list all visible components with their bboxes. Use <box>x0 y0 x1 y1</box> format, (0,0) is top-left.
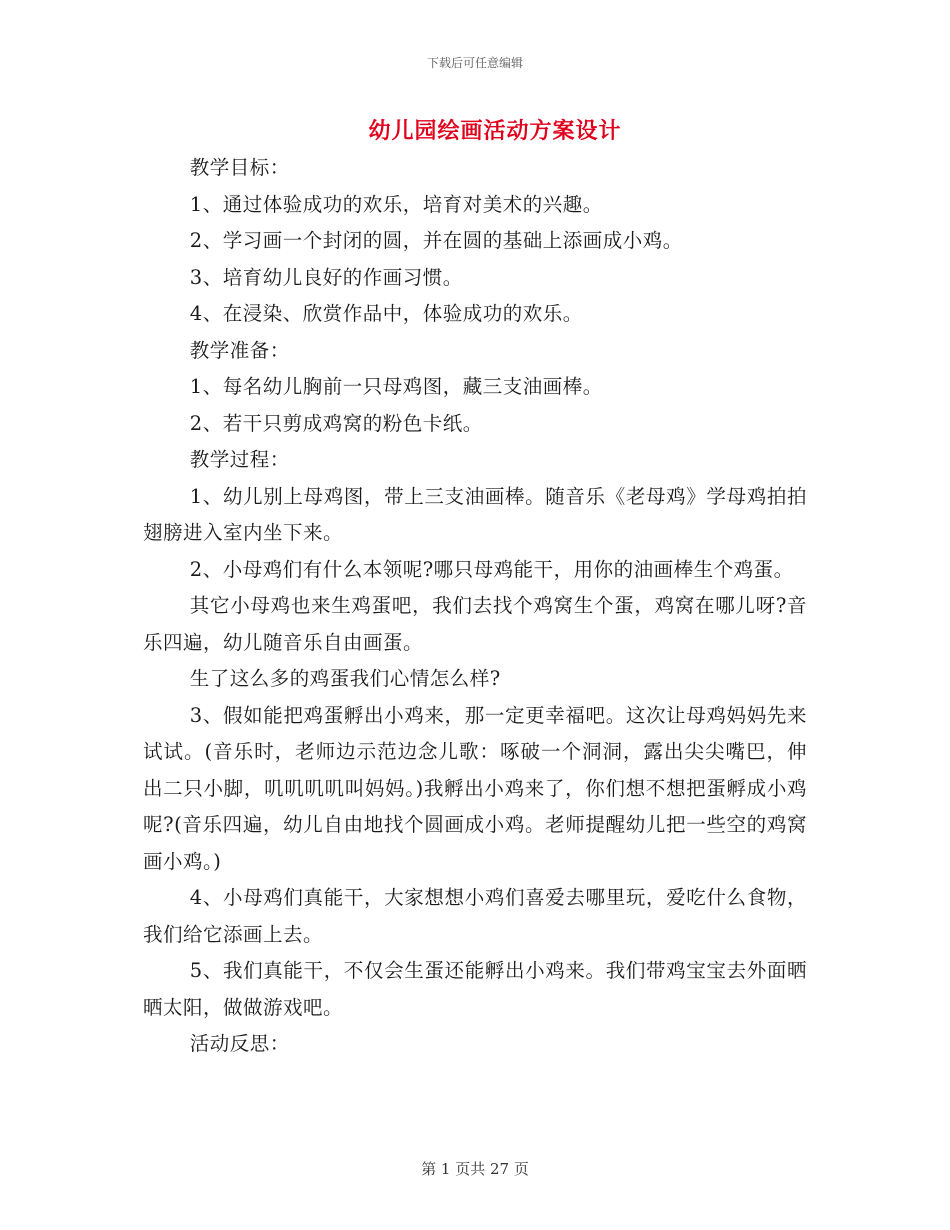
paragraph: 1、通过体验成功的欢乐，培育对美术的兴趣。 <box>189 192 603 216</box>
paragraph: 教学目标： <box>189 156 290 179</box>
document-title: 幼儿园绘画活动方案设计 <box>368 118 622 144</box>
paragraph: 2、若干只剪成鸡窝的粉色卡纸。 <box>189 411 483 435</box>
paragraph: 3、假如能把鸡蛋孵出小鸡来，那一定更幸福吧。这次让母鸡妈妈先来试试。(音乐时，老师边示范边念儿歌：啄破一个洞洞，露出尖尖嘴巴，伸出二只小脚，叽叽叽叽叫妈妈。)我孵出小鸡来了，你们想不想把蛋孵成小鸡呢?(音乐四遍，幼儿自由地找个圆画成小鸡。老师提醒幼儿把一些空的鸡窝画小鸡。) <box>143 703 807 873</box>
paragraph: 教学过程： <box>189 448 290 471</box>
page-footer: 第 1 页共 27 页 <box>421 1160 529 1178</box>
paragraph: 2、小母鸡们有什么本领呢?哪只母鸡能干，用你的油画棒生个鸡蛋。 <box>189 557 794 581</box>
paragraph: 3、培育幼儿良好的作画习惯。 <box>189 265 463 289</box>
document-body <box>143 150 807 1063</box>
paragraph: 4、小母鸡们真能干，大家想想小鸡们喜爱去哪里玩，爱吃什么食物，我们给它添画上去。 <box>143 886 807 946</box>
paragraph: 其它小母鸡也来生鸡蛋吧，我们去找个鸡窝生个蛋，鸡窝在哪儿呀?音乐四遍，幼儿随音乐自由画蛋。 <box>143 594 807 654</box>
paragraph: 生了这么多的鸡蛋我们心情怎么样? <box>189 667 501 690</box>
header-note: 下载后可任意编辑 <box>426 56 523 70</box>
paragraph: 5、我们真能干，不仅会生蛋还能孵出小鸡来。我们带鸡宝宝去外面晒晒太阳，做做游戏吧。 <box>143 959 807 1019</box>
paragraph: 2、学习画一个封闭的圆，并在圆的基础上添画成小鸡。 <box>189 229 683 252</box>
paragraph: 活动反思： <box>189 1032 290 1055</box>
paragraph: 1、幼儿别上母鸡图，带上三支油画棒。随音乐《老母鸡》学母鸡拍拍翅膀进入室内坐下来。 <box>143 484 807 544</box>
paragraph: 教学准备： <box>189 338 290 362</box>
paragraph: 4、在浸染、欣赏作品中，体验成功的欢乐。 <box>189 302 583 325</box>
paragraph: 1、每名幼儿胸前一只母鸡图，藏三支油画棒。 <box>189 375 603 398</box>
